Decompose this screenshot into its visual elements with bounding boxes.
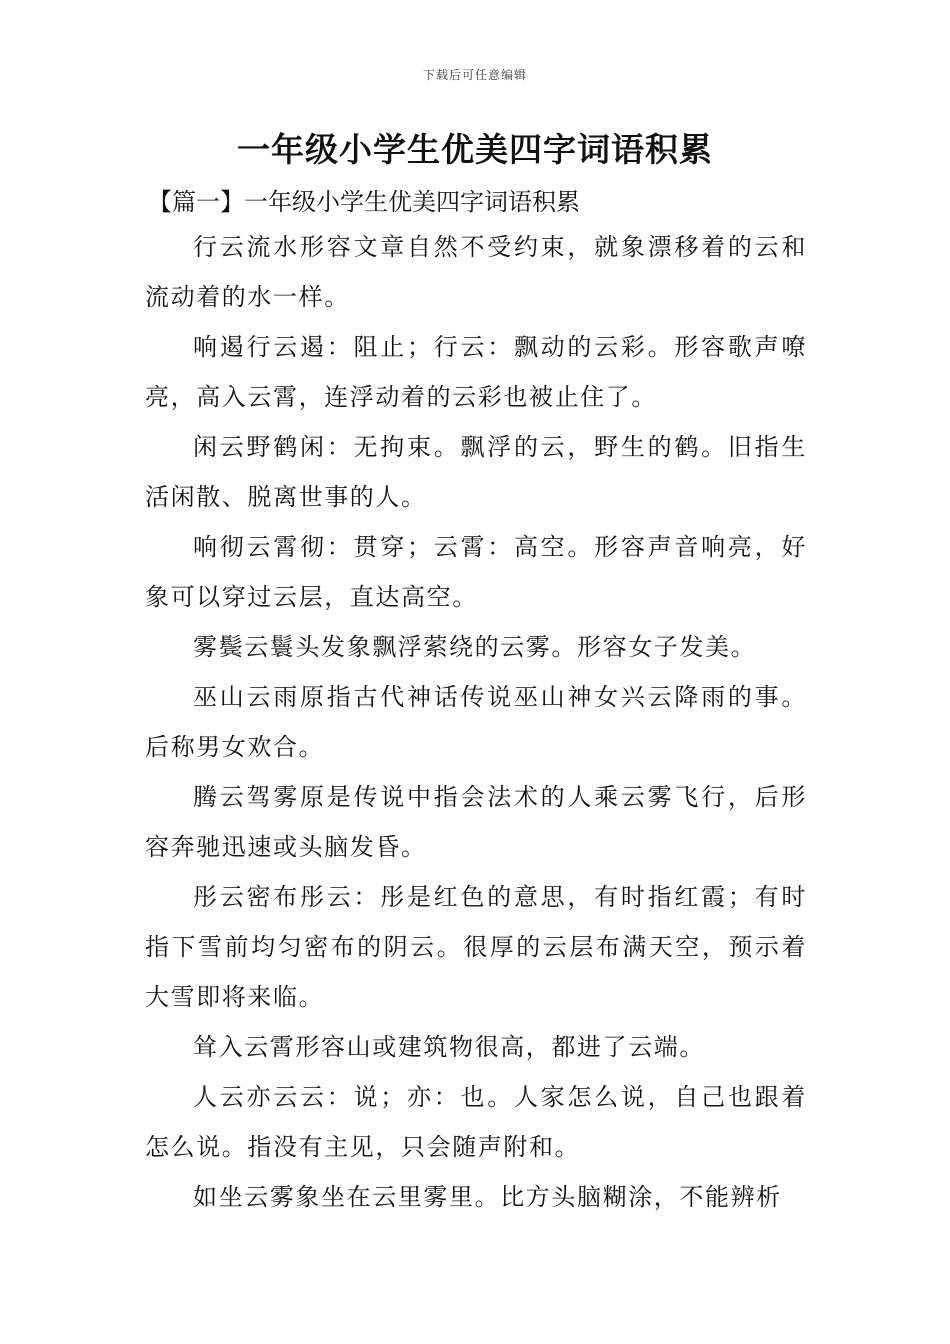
document-title: 一年级小学生优美四字词语积累 (237, 130, 713, 169)
paragraph: 如坐云雾象坐在云里雾里。比方头脑糊涂，不能辨析 (193, 1183, 782, 1211)
paragraph: 巫山云雨原指古代神话传说巫山神女兴云降雨的事。后称男女欢合。 (145, 683, 807, 761)
paragraph: 腾云驾雾原是传说中指会法术的人乘云雾飞行，后形容奔驰迅速或头脑发昏。 (145, 783, 807, 861)
paragraph: 行云流水形容文章自然不受约束，就象漂移着的云和流动着的水一样。 (145, 233, 807, 311)
paragraph: 响遏行云遏：阻止；行云：飘动的云彩。形容歌声嘹亮，高入云霄，连浮动着的云彩也被止住了。 (145, 333, 807, 411)
body-text (145, 222, 807, 1222)
paragraph: 雾鬓云鬟头发象飘浮萦绕的云雾。形容女子发美。 (193, 633, 757, 661)
paragraph: 彤云密布彤云：彤是红色的意思，有时指红霞；有时指下雪前均匀密布的阴云。很厚的云层布满天空，预示着大雪即将来临。 (145, 883, 807, 1011)
paragraph: 闲云野鹤闲：无拘束。飘浮的云，野生的鹤。旧指生活闲散、脱离世事的人。 (145, 433, 807, 511)
paragraph: 响彻云霄彻：贯穿；云霄：高空。形容声音响亮，好象可以穿过云层，直达高空。 (145, 533, 807, 611)
header-note: 下载后可任意编辑 (422, 68, 527, 82)
paragraph: 耸入云霄形容山或建筑物很高，都进了云端。 (193, 1033, 705, 1061)
paragraph: 人云亦云云：说；亦：也。人家怎么说，自己也跟着怎么说。指没有主见，只会随声附和。 (145, 1083, 807, 1161)
section-heading: 【篇一】一年级小学生优美四字词语积累 (148, 188, 580, 216)
